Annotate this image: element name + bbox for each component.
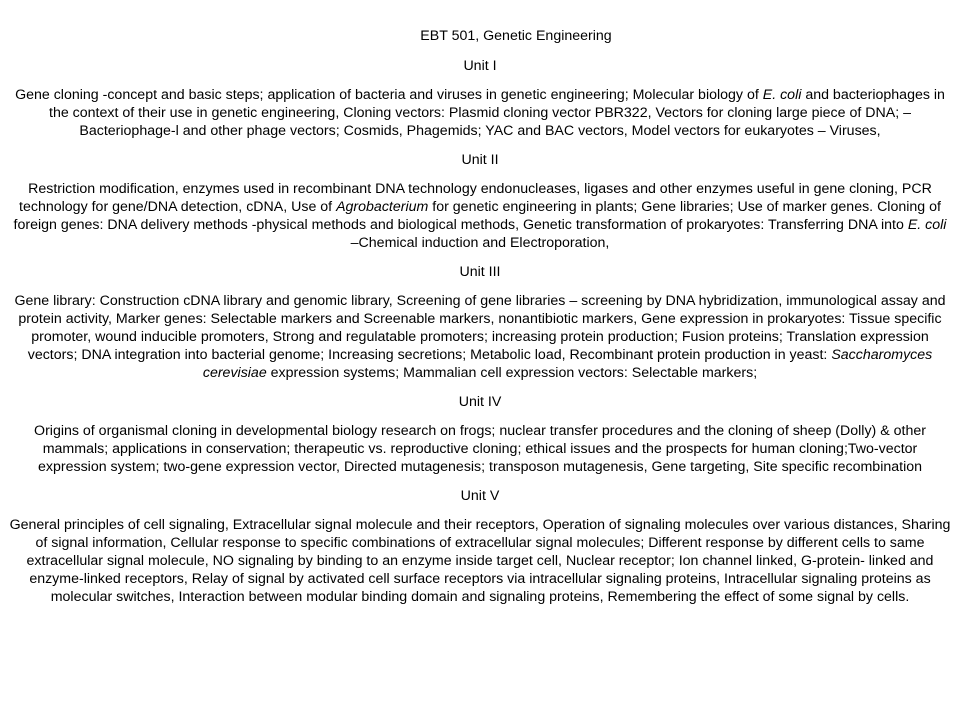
unit-heading: Unit V [460, 488, 500, 504]
unit-section-4 [8, 393, 952, 476]
text-run: Gene library: Construction cDNA library and genomic library, Screening of gene libraries – screening by DNA hybridization, immunological assay and protein activity, Marker genes: Selectable markers and Screenable markers, nonantibiotic markers, Gene expression in prokaryotes: Tissue specific promoter, wound inducible promoters, Strong and regulatable promoters; increasing protein production; Fusion proteins; Translation expression vectors; DNA integration into bacterial genome; Increasing secretions; Metabolic load, Recombinant protein production in yeast: [14, 293, 946, 363]
text-run: –Chemical induction and Electroporation, [350, 235, 610, 251]
unit-section-1 [8, 57, 952, 140]
text-run: Origins of organismal cloning in developmental biology research on frogs; nuclear transfer procedures and the cloning of sheep (Dolly) & other mammals; applications in conservation; therapeutic vs. reproductive cloning; ethical issues and the prospects for human cloning;Two-vector expression system; two-gene expression vector, Directed mutagenesis; transposon mutagenesis, Gene targeting, Site specific recombination [34, 423, 926, 475]
italic-term: E. coli [907, 217, 947, 233]
unit-section-3 [8, 263, 952, 382]
unit-heading: Unit II [461, 152, 499, 168]
unit-heading: Unit III [459, 264, 501, 280]
unit-section-5 [8, 487, 952, 606]
text-run: Gene cloning -concept and basic steps; application of bacteria and viruses in genetic engineering; Molecular biology of [15, 87, 763, 103]
text-run: and bacteriophages in the context of their use in genetic engineering, Cloning vectors: Plasmid cloning vector PBR322, Vectors for cloning large piece of DNA; –Bacteriophage-l and other phage vectors; Cosmids, Phagemids; YAC and BAC vectors, Model vectors for eukaryotes – Viruses, [49, 87, 945, 139]
unit-description [8, 516, 952, 606]
unit-heading: Unit I [463, 58, 497, 74]
unit-description [8, 86, 952, 140]
unit-description [8, 292, 952, 382]
unit-heading: Unit IV [458, 394, 502, 410]
unit-description [8, 180, 952, 252]
unit-description [8, 422, 952, 476]
text-run: General principles of cell signaling, Extracellular signal molecule and their receptors, Operation of signaling molecules over various distances, Sharing of signal information, Cellular response to specific combinations of extracellular signal molecules; Different response by different cells to same extracellular signal molecule, NO signaling by binding to an enzyme inside target cell, Nuclear receptor; Ion channel linked, G-protein- linked and enzyme-linked receptors, Relay of signal by activated cell surface receptors via intracellular signaling proteins, Intracellular signaling proteins as molecular switches, Interaction between modular binding domain and signaling proteins, Remembering the effect of some signal by cells. [9, 517, 951, 605]
text-run: for genetic engineering in plants; Gene libraries; Use of marker genes. Cloning of foreign genes: DNA delivery methods -physical methods and biological methods, Genetic transformation of prokaryotes: Transferring DNA into [13, 199, 941, 233]
text-run: Restriction modification, enzymes used in recombinant DNA technology endonucleases, ligases and other enzymes useful in gene cloning, PCR technology for gene/DNA detection, cDNA, Use of [19, 181, 932, 215]
italic-term: Agrobacterium [336, 199, 429, 215]
italic-term: E. coli [762, 87, 802, 103]
document-title: EBT 501, Genetic Engineering [420, 28, 612, 44]
italic-term: Saccharomyces cerevisiae [202, 347, 933, 381]
unit-section-2 [8, 151, 952, 252]
text-run: expression systems; Mammalian cell expression vectors: Selectable markers; [266, 365, 758, 381]
